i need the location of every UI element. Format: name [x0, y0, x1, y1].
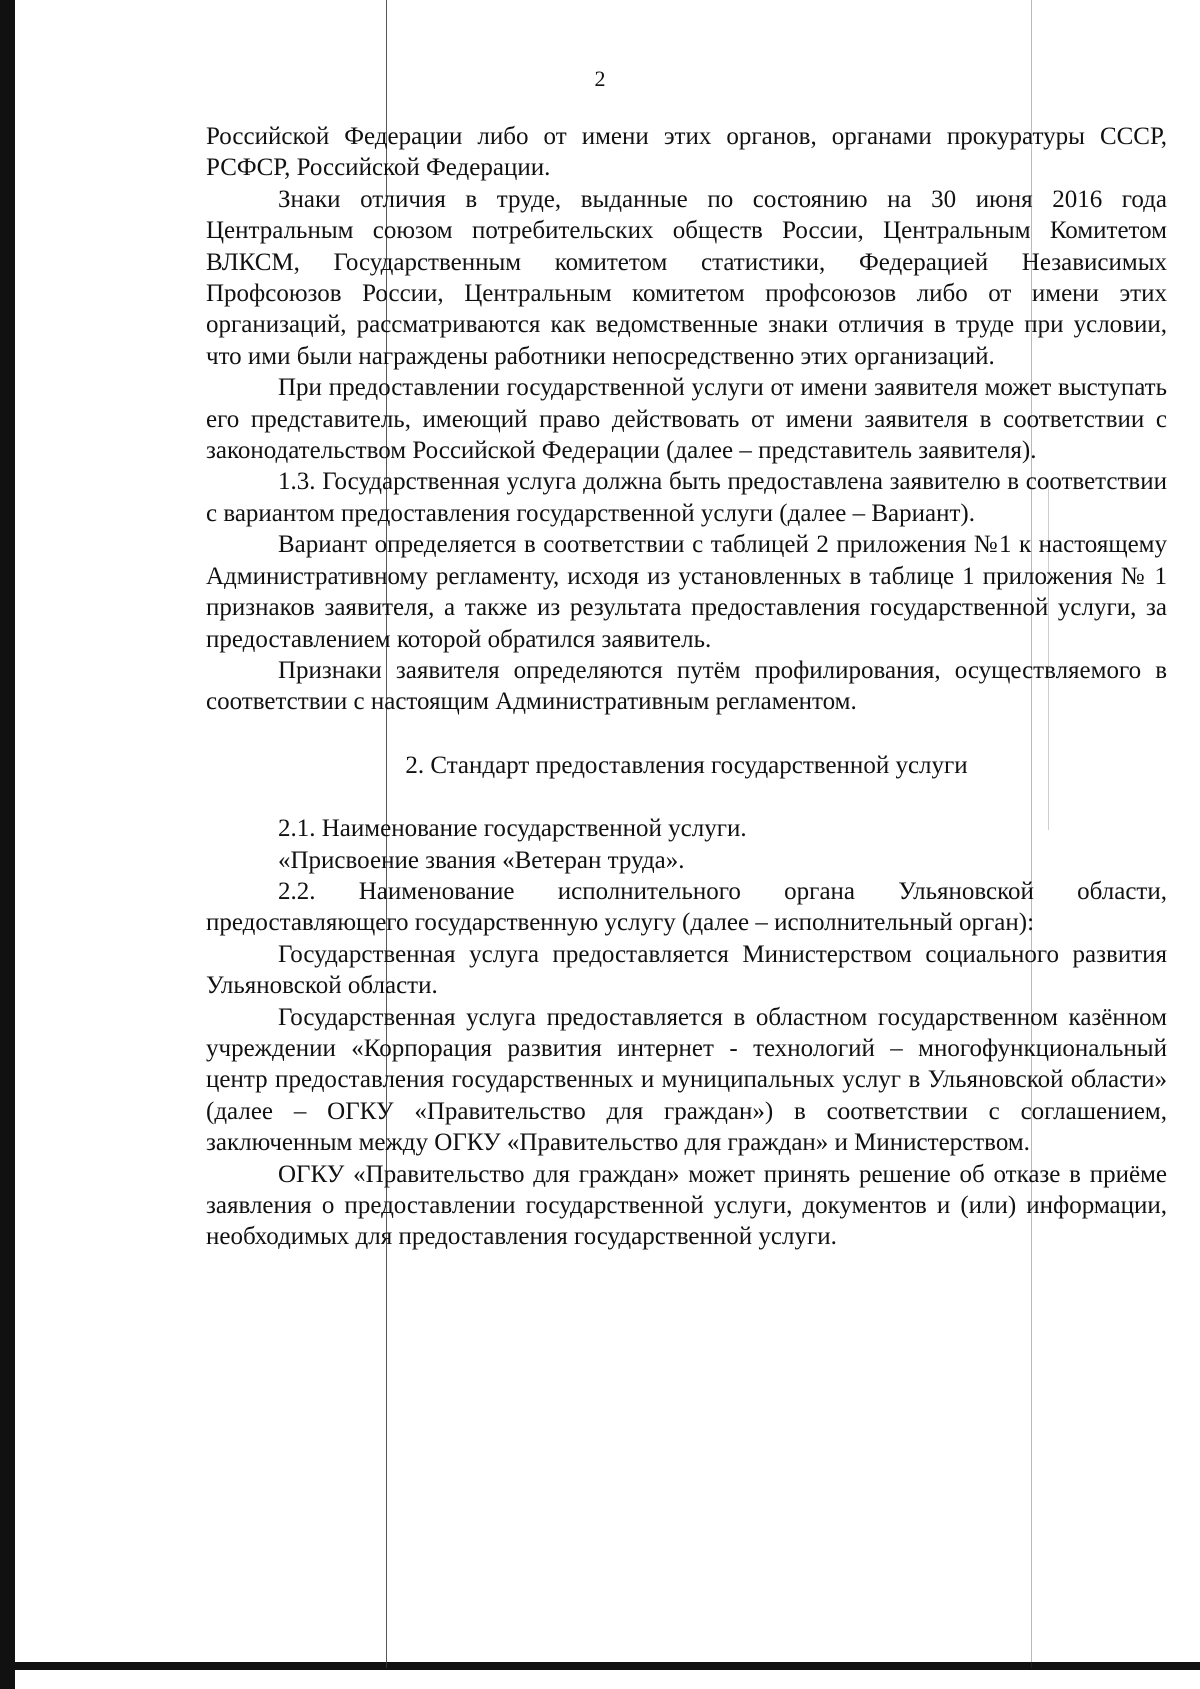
paragraph: Государственная услуга предоставляется Министерством социального развития Ульяновской области.: [206, 940, 1167, 1000]
paragraph: 2.2. Наименование исполнительного органа Ульяновской области, предоставляющего государственную услугу (далее – исполнительный орган):: [206, 877, 1167, 937]
page-number: 2: [594, 66, 606, 91]
paragraph: ОГКУ «Правительство для граждан» может принять решение об отказе в приёме заявления о предоставлении государственной услуги, документов и (или) информации, необходимых для предоставления государственной услуги.: [206, 1160, 1167, 1251]
scan-border-left: [0, 0, 15, 1689]
paragraph: Вариант определяется в соответствии с таблицей 2 приложения №1 к настоящему Административному регламенту, исходя из установленных в таблице 1 приложения № 1 признаков заявителя, а также из результата предоставления государственной услуги, за предоставлением которой обратился заявитель.: [206, 531, 1167, 653]
paragraph: 1.3. Государственная услуга должна быть предоставлена заявителю в соответствии с вариантом предоставления государственной услуги (далее – Вариант).: [206, 468, 1167, 527]
section-heading: 2. Стандарт предоставления государственной услуги: [405, 751, 968, 779]
scan-border-bottom: [0, 1662, 1200, 1670]
paragraph: Знаки отличия в труде, выданные по состоянию на 30 июня 2016 года Центральным союзом потребительских обществ России, Центральным Комитетом ВЛКСМ, Государственным комитетом статистики, Федерацией Независимых Профсоюзов России, Центральным комитетом профсоюзов либо от имени этих организаций, рассматриваются как ведомственные знаки отличия в труде при условии, что ими были награждены работники непосредственно этих организаций.: [206, 185, 1167, 370]
document-body: [206, 121, 1167, 1253]
paragraph: Государственная услуга предоставляется в областном государственном казённом учреждении «Корпорация развития интернет - технологий – многофункциональный центр предоставления государственных и муниципальных услуг в Ульяновской области» (далее – ОГКУ «Правительство для граждан») в соответствии с соглашением, заключенным между ОГКУ «Правительство для граждан» и Министерством.: [206, 1003, 1167, 1157]
paragraph: «Присвоение звания «Ветеран труда».: [278, 846, 685, 874]
paragraph: 2.1. Наименование государственной услуги.: [278, 815, 747, 843]
paragraph: Российской Федерации либо от имени этих органов, органами прокуратуры СССР, РСФСР, Российской Федерации.: [206, 123, 1167, 182]
paragraph: При предоставлении государственной услуги от имени заявителя может выступать его представитель, имеющий право действовать от имени заявителя в соответствии с законодательством Российской Федерации (далее – представитель заявителя).: [206, 374, 1167, 465]
paragraph: Признаки заявителя определяются путём профилирования, осуществляемого в соответствии с настоящим Административным регламентом.: [206, 656, 1167, 716]
